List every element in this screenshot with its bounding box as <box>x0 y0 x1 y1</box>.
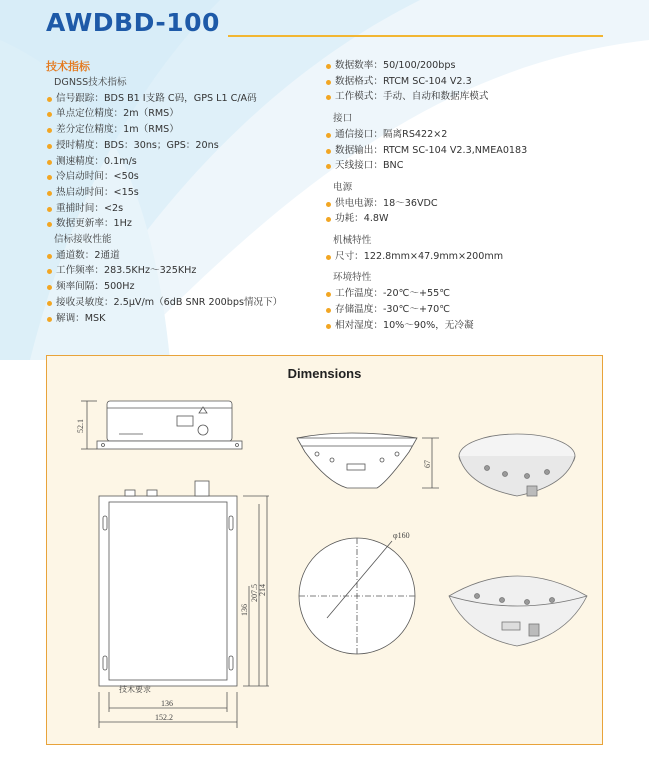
spec-item: 授时精度：BDS：30ns；GPS：20ns <box>46 138 326 154</box>
dim-antenna-height: 67 <box>423 460 432 468</box>
page-title: AWDBD-100 <box>46 8 220 37</box>
spec-item: 数据输出：RTCM SC-104 V2.3,NMEA0183 <box>325 143 625 159</box>
dimensions-title: Dimensions <box>287 366 362 381</box>
dimensions-drawing <box>47 356 604 746</box>
group-heading: 环境特性 <box>333 272 372 284</box>
dim-side-h1: 136 <box>240 604 249 616</box>
spec-item: 供电电源：18～36VDC <box>325 196 625 212</box>
receiver-front-view <box>81 401 242 449</box>
dim-side-h2: 207.5 <box>250 584 259 602</box>
dimensions-panel <box>46 355 603 745</box>
spec-item: 存储温度：-30℃～+70℃ <box>325 302 625 318</box>
dim-antenna-diameter: φ160 <box>393 531 410 540</box>
section-title: 技术指标 <box>46 60 90 73</box>
spec-item: 频率间隔：500Hz <box>46 279 326 295</box>
spec-item: 热启动时间：<15s <box>46 185 326 201</box>
title-rule <box>228 35 603 37</box>
dim-front-height: 52.1 <box>76 419 85 433</box>
spec-item: 数据更新率：1Hz <box>46 216 326 232</box>
spec-left-column <box>46 58 326 326</box>
spec-item: 数据数率：50/100/200bps <box>325 58 625 74</box>
group-heading: 接口 <box>333 113 353 125</box>
dim-width-outer: 152.2 <box>155 713 173 722</box>
group-heading: DGNSS技术指标 <box>54 77 127 88</box>
group-heading: 电源 <box>333 181 353 193</box>
group-heading: 信标接收性能 <box>54 234 112 246</box>
antenna-top-view <box>299 538 415 654</box>
spec-item: 冷启动时间：<50s <box>46 169 326 185</box>
spec-item: 接收灵敏度：2.5μV/m（6dB SNR 200bps情况下） <box>46 295 326 311</box>
group-heading: 机械特性 <box>333 235 372 247</box>
spec-item: 通道数：2通道 <box>46 248 326 264</box>
spec-item: 解调：MSK <box>46 311 326 327</box>
spec-item: 通信接口：隔离RS422×2 <box>325 127 625 143</box>
dim-plate-note: 技术要求 <box>119 685 151 694</box>
spec-item: 数据格式：RTCM SC-104 V2.3 <box>325 74 625 90</box>
spec-item: 重捕时间：<2s <box>46 201 326 217</box>
spec-item: 单点定位精度：2m（RMS） <box>46 106 326 122</box>
dim-side-h3: 214 <box>258 584 267 596</box>
spec-item: 尺寸：122.8mm×47.9mm×200mm <box>325 249 625 265</box>
spec-item: 相对湿度：10%～90%，无冷凝 <box>325 318 625 334</box>
dim-width-inner: 136 <box>161 699 173 708</box>
spec-item: 天线接口：BNC <box>325 158 625 174</box>
spec-item: 工作模式：手动、自动和数据库模式 <box>325 89 625 105</box>
antenna-3d-bottom <box>449 576 587 646</box>
spec-item: 测速精度：0.1m/s <box>46 154 326 170</box>
spec-item: 差分定位精度：1m（RMS） <box>46 122 326 138</box>
spec-item: 工作温度：-20℃～+55℃ <box>325 286 625 302</box>
antenna-side-view <box>297 433 439 488</box>
spec-item: 工作频率：283.5KHz～325KHz <box>46 263 326 279</box>
spec-item: 信号跟踪：BDS B1 I支路 C码，GPS L1 C/A码 <box>46 91 326 107</box>
spec-item: 功耗：4.8W <box>325 211 625 227</box>
antenna-3d-top <box>459 434 575 496</box>
spec-right-column <box>325 58 625 333</box>
